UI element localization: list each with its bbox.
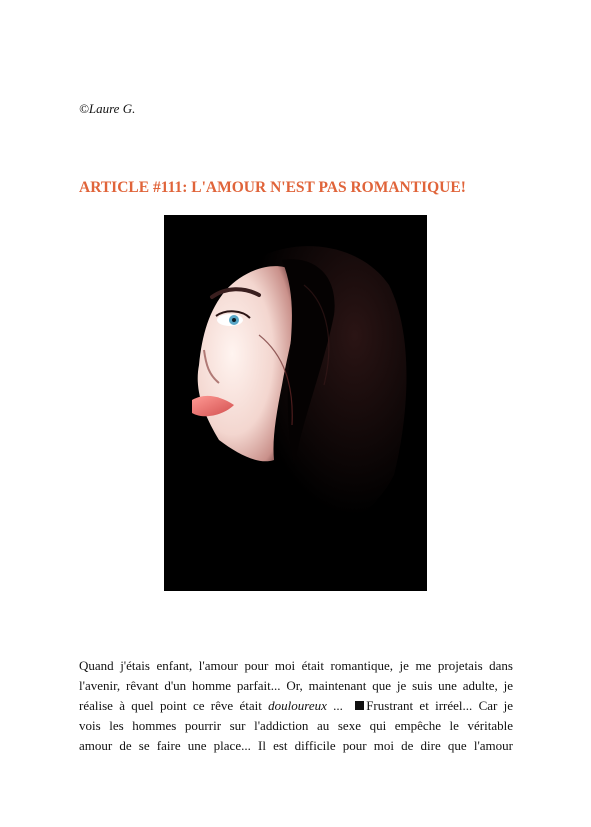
paragraph-text: Frustrant et irréel... Car je bbox=[366, 698, 513, 713]
paragraph-line: l'avenir, rêvant d'un homme parfait... Or, maintenant que je suis une adulte, je bbox=[79, 678, 513, 693]
portrait-photo bbox=[164, 215, 427, 591]
paragraph-line: Quand j'étais enfant, l'amour pour moi était romantique, je me projetais dans bbox=[79, 658, 513, 673]
black-square-icon bbox=[355, 701, 364, 710]
paragraph-line bbox=[79, 696, 513, 716]
copyright-notice: ©Laure G. bbox=[79, 101, 136, 116]
emphasized-word: douloureux bbox=[268, 698, 327, 713]
paragraph-line: amour de se faire une place... Il est difficile pour moi de dire que l'amour bbox=[79, 738, 513, 753]
paragraph-text: ... bbox=[333, 698, 343, 713]
paragraph-text: réalise à quel point ce rêve était bbox=[79, 698, 262, 713]
article-body bbox=[79, 656, 513, 756]
paragraph-line: vois les hommes pourrir sur l'addiction au sexe qui empêche le véritable bbox=[79, 718, 513, 733]
article-title: ARTICLE #111: L'AMOUR N'EST PAS ROMANTIQUE! bbox=[79, 179, 466, 196]
